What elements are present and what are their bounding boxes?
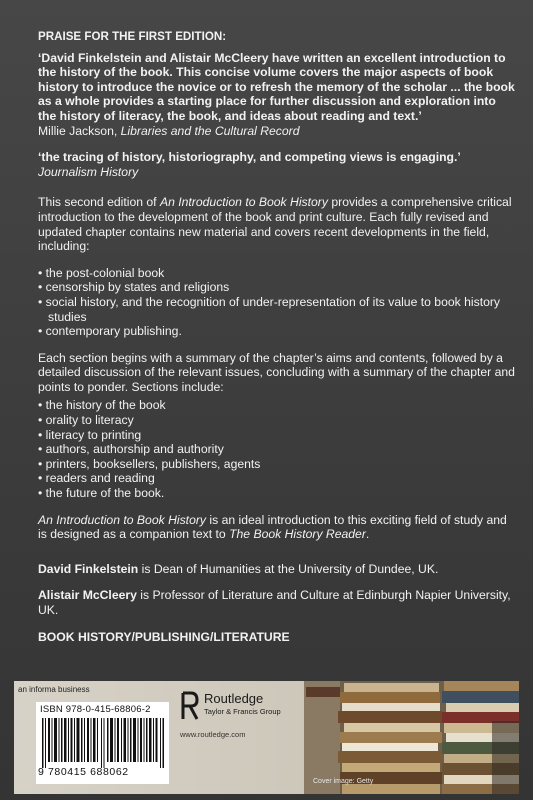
subject-category: BOOK HISTORY/PUBLISHING/LITERATURE (38, 629, 290, 644)
review-quote-1: ‘David Finkelstein and Alistair McCleery have written an excellent introduction to the history of the book. This concise volume covers the major aspects of book history to introduce the novice or to refresh the memory of the scholar ... the book as a whole provides a starting place for further discussion and exploration into the history of literacy, the book, and ideas about reading and text.’ (38, 50, 515, 123)
closing-mid: is an ideal introduction to this exciting field of study and is designed as a companion text to (38, 512, 507, 542)
informa-tagline: an informa business (18, 685, 90, 694)
isbn-barcode (36, 702, 169, 784)
list-item: • readers and reading (38, 471, 516, 486)
routledge-logo-icon (180, 691, 200, 721)
author-bio-2 (38, 588, 516, 617)
review-attribution-2 (38, 165, 516, 180)
list-item: • printers, booksellers, publishers, agents (38, 457, 516, 472)
publisher-group: Taylor & Francis Group (204, 707, 281, 716)
list-item: • social history, and the recognition of under-representation of its value to book history studies (38, 295, 516, 324)
closing-title: An Introduction to Book History (38, 512, 207, 527)
publisher-footer (14, 681, 519, 794)
author-desc-1: is Dean of Humanities at the University of Dundee, UK. (138, 561, 439, 576)
list-item: • authors, authorship and authority (38, 442, 516, 457)
barcode-icon (42, 718, 164, 768)
intro-book-title: An Introduction to Book History (159, 195, 328, 210)
sections-list (38, 398, 516, 500)
closing-paragraph (38, 513, 516, 542)
list-item: • literacy to printing (38, 428, 516, 443)
intro-pre: This second edition of (38, 195, 160, 210)
intro-paragraph (38, 195, 516, 253)
list-item: • contemporary publishing. (38, 324, 516, 339)
blurb-text (38, 30, 516, 644)
isbn-number: ISBN 978-0-415-68806-2 (40, 704, 151, 715)
author-desc-2: is Professor of Literature and Culture at Edinburgh Napier University, UK. (38, 588, 511, 617)
list-item: • orality to literacy (38, 413, 516, 428)
publisher-name: Routledge (204, 691, 264, 706)
list-item: • the post-colonial book (38, 266, 516, 281)
closing-end: . (365, 527, 370, 542)
publisher-url[interactable]: www.routledge.com (180, 730, 246, 739)
barcode-digits: 9 780415 688062 (38, 766, 129, 778)
list-item: • the future of the book. (38, 486, 516, 501)
list-item: • censorship by states and religions (38, 280, 516, 295)
sections-paragraph: Each section begins with a summary of the chapter’s aims and contents, followed by a detailed discussion of the relevant issues, concluding with a summary of the chapter and points to ponder. Sections include: (38, 350, 515, 394)
author-name-2: Alistair McCleery (38, 588, 137, 603)
review-source-2: Journalism History (38, 164, 139, 179)
review-author-1: Millie Jackson, (38, 123, 118, 138)
review-attribution-1 (38, 124, 516, 139)
new-material-list (38, 266, 516, 339)
review-source-1: Libraries and the Cultural Record (120, 123, 300, 138)
review-quote-2: ‘the tracing of history, historiography, and competing views is engaging.’ (38, 150, 461, 165)
praise-heading: PRAISE FOR THE FIRST EDITION: (38, 30, 227, 43)
closing-title-2: The Book History Reader (229, 527, 366, 542)
intro-post: provides a comprehensive critical introduction to the development of the book and print culture. Each fully revised and updated chapter contains new material and covers recent developments in the field, including: (38, 195, 512, 254)
list-item: • the history of the book (38, 398, 516, 413)
author-bio-1 (38, 562, 516, 577)
cover-image-credit: Cover image: Getty (313, 778, 374, 785)
author-name-1: David Finkelstein (38, 561, 139, 576)
